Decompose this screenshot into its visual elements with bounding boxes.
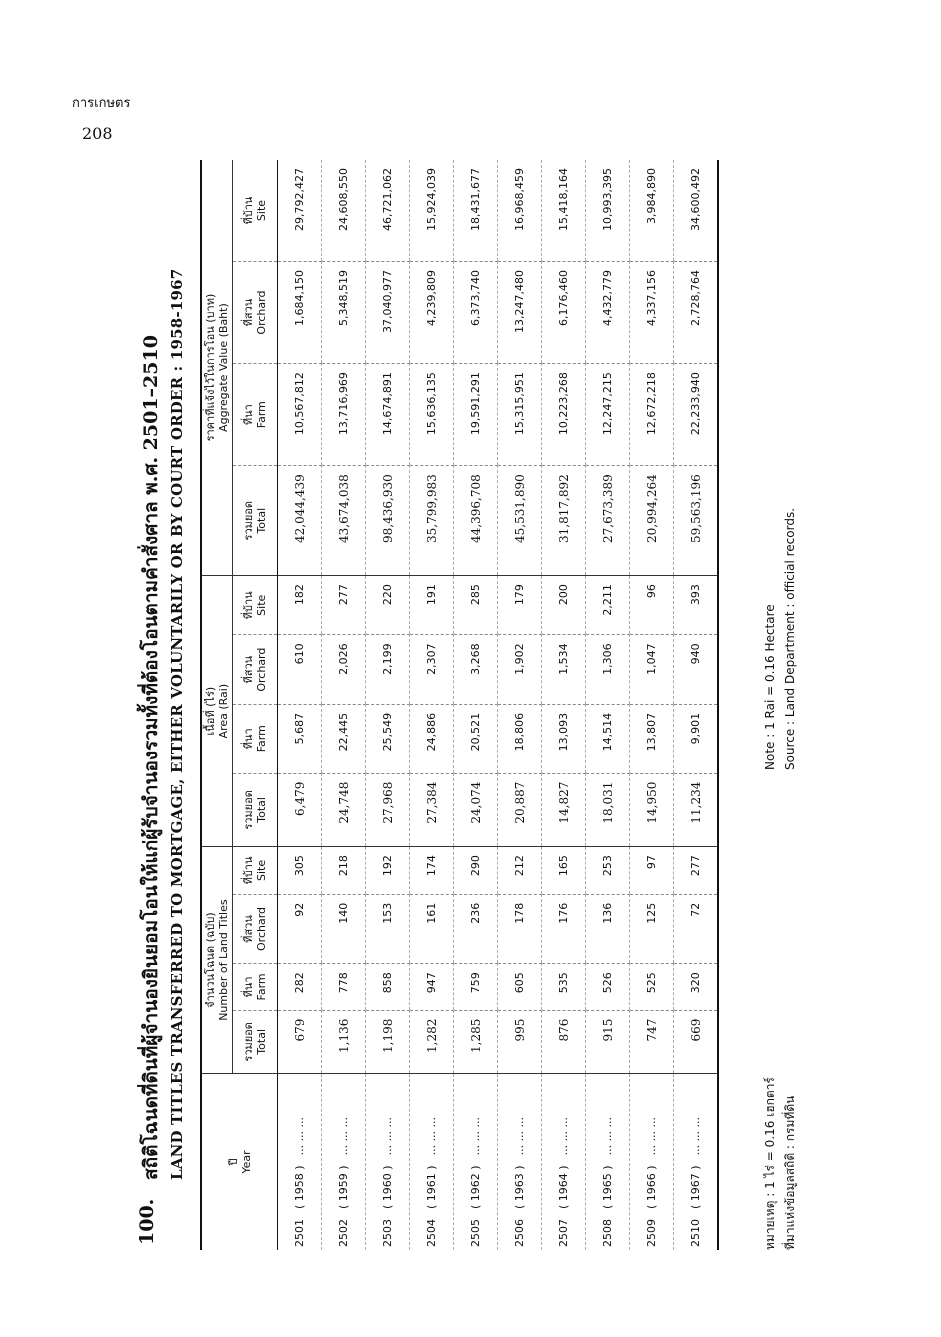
titles-total-cell: 747 — [630, 1010, 674, 1073]
leader-dots: ... ... ... — [513, 1116, 526, 1156]
value-total-cell: 31,817,892 — [542, 466, 586, 576]
col-header-farm — [233, 964, 278, 1010]
year-be: 2504 — [425, 1219, 438, 1247]
value-farm-cell: 10,567,812 — [278, 364, 322, 466]
value-site-cell: 29,792,427 — [278, 160, 322, 262]
titles-orchard-cell: 92 — [278, 894, 322, 963]
value-site-cell: 46,721,062 — [366, 160, 410, 262]
col-en: Site — [255, 859, 268, 882]
leader-dots: ... ... ... — [469, 1116, 482, 1156]
value-farm-cell: 12,247,215 — [586, 364, 630, 466]
titles-total-cell: 995 — [498, 1010, 542, 1073]
col-header-orchard — [233, 894, 278, 963]
group-header-th: เนื้อที่ (ไร่) — [204, 686, 217, 736]
leader-dots: ... ... ... — [381, 1116, 394, 1156]
col-th: ที่นา — [242, 976, 255, 998]
area-site-cell: 220 — [366, 576, 410, 635]
value-total-cell: 35,799,983 — [410, 466, 454, 576]
col-en: Site — [255, 594, 268, 616]
area-farm-cell: 25,549 — [366, 704, 410, 773]
titles-site-cell: 305 — [278, 847, 322, 895]
table-row — [410, 160, 454, 1250]
col-header-total — [233, 1010, 278, 1073]
titles-site-cell: 192 — [366, 847, 410, 895]
table-row — [542, 160, 586, 1250]
titles-site-cell: 218 — [322, 847, 366, 895]
titles-site-cell: 253 — [586, 847, 630, 895]
year-header-th: ปี — [226, 1158, 240, 1166]
col-header-total — [233, 773, 278, 847]
col-en: Orchard — [255, 290, 268, 335]
year-cell — [498, 1074, 542, 1251]
col-th: ที่สวน — [242, 915, 255, 943]
value-orchard-cell: 13,247,480 — [498, 262, 542, 364]
titles-orchard-cell: 178 — [498, 894, 542, 963]
leader-dots: ... ... ... — [293, 1116, 306, 1156]
value-total-cell: 20,994,264 — [630, 466, 674, 576]
value-orchard-cell: 6,176,460 — [542, 262, 586, 364]
col-en: Orchard — [255, 906, 268, 951]
col-en: Site — [255, 199, 268, 222]
year-be: 2501 — [293, 1219, 306, 1247]
area-orchard-cell: 1,534 — [542, 635, 586, 704]
area-total-cell: 14,827 — [542, 773, 586, 847]
titles-farm-cell: 947 — [410, 964, 454, 1010]
year-ad: ( 1959 ) — [337, 1165, 350, 1209]
table-row — [278, 160, 322, 1250]
area-total-cell: 24,748 — [322, 773, 366, 847]
value-farm-cell: 19,591,291 — [454, 364, 498, 466]
area-farm-cell: 9,901 — [674, 704, 719, 773]
titles-orchard-cell: 140 — [322, 894, 366, 963]
col-en: Farm — [255, 973, 268, 1001]
area-orchard-cell: 610 — [278, 635, 322, 704]
value-farm-cell: 15,636,135 — [410, 364, 454, 466]
titles-orchard-cell: 236 — [454, 894, 498, 963]
value-total-cell: 27,673,389 — [586, 466, 630, 576]
table-row — [674, 160, 719, 1250]
value-site-cell: 15,924,039 — [410, 160, 454, 262]
value-orchard-cell: 37,040,977 — [366, 262, 410, 364]
titles-total-cell: 669 — [674, 1010, 719, 1073]
col-header-site — [233, 576, 278, 635]
area-total-cell: 20,887 — [498, 773, 542, 847]
titles-site-cell: 165 — [542, 847, 586, 895]
value-site-cell: 16,968,459 — [498, 160, 542, 262]
year-ad: ( 1967 ) — [689, 1165, 702, 1209]
titles-total-cell: 1,282 — [410, 1010, 454, 1073]
area-total-cell: 18,031 — [586, 773, 630, 847]
year-ad: ( 1965 ) — [601, 1165, 614, 1209]
title-english: LAND TITLES TRANSFERRED TO MORTGAGE, EITHER VOLUNTARILY OR BY COURT ORDER : 1958-1967 — [168, 268, 186, 1180]
titles-total-cell: 1,136 — [322, 1010, 366, 1073]
col-th: รวมยอด — [242, 790, 255, 830]
leader-dots: ... ... ... — [689, 1116, 702, 1156]
titles-farm-cell: 858 — [366, 964, 410, 1010]
value-site-cell: 3,984,890 — [630, 160, 674, 262]
titles-site-cell: 174 — [410, 847, 454, 895]
titles-farm-cell: 778 — [322, 964, 366, 1010]
col-header-site — [233, 847, 278, 895]
area-total-cell: 11,234 — [674, 773, 719, 847]
value-orchard-cell: 4,337,156 — [630, 262, 674, 364]
year-cell — [322, 1074, 366, 1251]
titles-orchard-cell: 136 — [586, 894, 630, 963]
year-ad: ( 1960 ) — [381, 1165, 394, 1209]
year-be: 2509 — [645, 1219, 658, 1247]
page-number: 208 — [82, 124, 113, 143]
area-orchard-cell: 2,199 — [366, 635, 410, 704]
year-ad: ( 1962 ) — [469, 1165, 482, 1209]
year-ad: ( 1964 ) — [557, 1165, 570, 1209]
year-ad: ( 1958 ) — [293, 1165, 306, 1209]
titles-orchard-cell: 125 — [630, 894, 674, 963]
titles-farm-cell: 759 — [454, 964, 498, 1010]
titles-total-cell: 1,198 — [366, 1010, 410, 1073]
area-total-cell: 27,968 — [366, 773, 410, 847]
col-en: Orchard — [255, 647, 268, 692]
group-header-en: Number of Land Titles — [217, 899, 230, 1021]
titles-farm-cell: 320 — [674, 964, 719, 1010]
year-cell — [674, 1074, 719, 1251]
value-site-cell: 34,600,492 — [674, 160, 719, 262]
value-orchard-cell: 6,373,740 — [454, 262, 498, 364]
titles-orchard-cell: 153 — [366, 894, 410, 963]
year-cell — [366, 1074, 410, 1251]
year-cell — [278, 1074, 322, 1251]
value-total-cell: 45,531,890 — [498, 466, 542, 576]
area-orchard-cell: 2,026 — [322, 635, 366, 704]
value-orchard-cell: 1,684,150 — [278, 262, 322, 364]
titles-total-cell: 679 — [278, 1010, 322, 1073]
titles-orchard-cell: 161 — [410, 894, 454, 963]
titles-site-cell: 97 — [630, 847, 674, 895]
area-farm-cell: 5,687 — [278, 704, 322, 773]
leader-dots: ... ... ... — [557, 1116, 570, 1156]
titles-site-cell: 212 — [498, 847, 542, 895]
value-farm-cell: 15,315,951 — [498, 364, 542, 466]
value-total-cell: 98,436,930 — [366, 466, 410, 576]
year-be: 2507 — [557, 1219, 570, 1247]
col-en: Farm — [255, 725, 268, 753]
table-row — [366, 160, 410, 1250]
value-total-cell: 59,563,196 — [674, 466, 719, 576]
year-cell — [630, 1074, 674, 1251]
value-site-cell: 15,418,164 — [542, 160, 586, 262]
table-row — [498, 160, 542, 1250]
titles-farm-cell: 535 — [542, 964, 586, 1010]
source-thai: ที่มาแห่งข้อมูลสถิติ : กรมที่ดิน — [783, 1095, 797, 1250]
col-th: ที่บ้าน — [242, 196, 255, 225]
area-site-cell: 393 — [674, 576, 719, 635]
table-row — [630, 160, 674, 1250]
title-thai: สถิติโฉนดที่ดินที่ผู้จำนองยินยอมโอนให้แก่ผู้รับจำนองรวมทั้งที่ต้องโอนตามคำสั่งศาล พ.ศ. 2501–2510 — [140, 335, 162, 1180]
year-ad: ( 1961 ) — [425, 1165, 438, 1209]
value-farm-cell: 10,223,268 — [542, 364, 586, 466]
value-total-cell: 43,674,038 — [322, 466, 366, 576]
area-total-cell: 14,950 — [630, 773, 674, 847]
area-total-cell: 6,479 — [278, 773, 322, 847]
table-row — [454, 160, 498, 1250]
area-total-cell: 24,074 — [454, 773, 498, 847]
col-th: ที่นา — [242, 728, 255, 750]
area-farm-cell: 20,521 — [454, 704, 498, 773]
value-farm-cell: 14,674,891 — [366, 364, 410, 466]
value-total-cell: 42,044,439 — [278, 466, 322, 576]
group-header-en: Area (Rai) — [217, 683, 230, 739]
year-cell — [454, 1074, 498, 1251]
leader-dots: ... ... ... — [601, 1116, 614, 1156]
value-orchard-cell: 4,239,809 — [410, 262, 454, 364]
area-orchard-cell: 3,268 — [454, 635, 498, 704]
table-row — [586, 160, 630, 1250]
group-header-th: ราคาที่แจ้งไว้ในการโอน (บาท) — [204, 293, 217, 442]
section-header: การเกษตร — [72, 96, 131, 111]
col-en: Total — [255, 1028, 268, 1055]
area-orchard-cell: 1,047 — [630, 635, 674, 704]
value-site-cell: 24,608,550 — [322, 160, 366, 262]
titles-site-cell: 277 — [674, 847, 719, 895]
leader-dots: ... ... ... — [337, 1116, 350, 1156]
titles-farm-cell: 526 — [586, 964, 630, 1010]
group-header-area — [201, 576, 233, 847]
area-site-cell: 277 — [322, 576, 366, 635]
year-cell — [586, 1074, 630, 1251]
leader-dots: ... ... ... — [425, 1116, 438, 1156]
area-farm-cell: 18,806 — [498, 704, 542, 773]
year-be: 2508 — [601, 1219, 614, 1247]
group-header-en: Aggregate Value (Baht) — [217, 303, 230, 432]
titles-site-cell: 290 — [454, 847, 498, 895]
col-th: ที่บ้าน — [242, 856, 255, 885]
area-site-cell: 200 — [542, 576, 586, 635]
year-ad: ( 1963 ) — [513, 1165, 526, 1209]
titles-farm-cell: 525 — [630, 964, 674, 1010]
col-en: Total — [255, 797, 268, 823]
titles-orchard-cell: 72 — [674, 894, 719, 963]
col-th: รวมยอด — [242, 500, 255, 541]
titles-total-cell: 876 — [542, 1010, 586, 1073]
area-site-cell: 191 — [410, 576, 454, 635]
col-header-total — [233, 466, 278, 576]
col-en: Farm — [255, 401, 268, 429]
titles-farm-cell: 605 — [498, 964, 542, 1010]
area-orchard-cell: 2,307 — [410, 635, 454, 704]
col-header-site — [233, 160, 278, 262]
col-th: ที่นา — [242, 404, 255, 426]
value-orchard-cell: 2,728,764 — [674, 262, 719, 364]
col-header-orchard — [233, 635, 278, 704]
col-th: ที่สวน — [242, 298, 255, 327]
area-site-cell: 96 — [630, 576, 674, 635]
leader-dots: ... ... ... — [645, 1116, 658, 1156]
value-farm-cell: 13,716,969 — [322, 364, 366, 466]
notes-english — [760, 508, 800, 770]
area-orchard-cell: 1,902 — [498, 635, 542, 704]
titles-total-cell: 915 — [586, 1010, 630, 1073]
note-thai: หมายเหตุ : 1 ไร่ = 0.16 เฮกตาร์ — [763, 1077, 777, 1250]
year-be: 2510 — [689, 1219, 702, 1247]
col-th: รวมยอด — [242, 1022, 255, 1062]
value-site-cell: 18,431,677 — [454, 160, 498, 262]
area-site-cell: 179 — [498, 576, 542, 635]
year-ad: ( 1966 ) — [645, 1165, 658, 1209]
col-header-orchard — [233, 262, 278, 364]
value-orchard-cell: 4,432,779 — [586, 262, 630, 364]
year-be: 2505 — [469, 1219, 482, 1247]
area-orchard-cell: 940 — [674, 635, 719, 704]
value-total-cell: 44,396,708 — [454, 466, 498, 576]
area-site-cell: 2,211 — [586, 576, 630, 635]
year-cell — [542, 1074, 586, 1251]
value-farm-cell: 12,672,218 — [630, 364, 674, 466]
col-th: ที่สวน — [242, 655, 255, 684]
source-english: Source : Land Department : official records. — [783, 507, 797, 770]
value-farm-cell: 22,233,940 — [674, 364, 719, 466]
titles-orchard-cell: 176 — [542, 894, 586, 963]
table-row — [322, 160, 366, 1250]
area-site-cell: 182 — [278, 576, 322, 635]
area-farm-cell: 24,886 — [410, 704, 454, 773]
table-number: 100. — [136, 1198, 158, 1245]
group-header-value — [201, 160, 233, 576]
rotated-table-page — [130, 150, 810, 1250]
area-orchard-cell: 1,306 — [586, 635, 630, 704]
value-site-cell: 10,993,395 — [586, 160, 630, 262]
land-titles-table — [200, 160, 719, 1250]
group-header-th: จำนวนโฉนด (ฉบับ) — [204, 912, 217, 1008]
area-farm-cell: 14,514 — [586, 704, 630, 773]
area-total-cell: 27,384 — [410, 773, 454, 847]
area-farm-cell: 13,807 — [630, 704, 674, 773]
year-be: 2502 — [337, 1219, 350, 1247]
area-farm-cell: 22,445 — [322, 704, 366, 773]
col-th: ที่บ้าน — [242, 591, 255, 620]
col-header-farm — [233, 704, 278, 773]
area-site-cell: 285 — [454, 576, 498, 635]
year-header — [201, 1074, 278, 1251]
notes-thai — [760, 1077, 800, 1250]
note-english: Note : 1 Rai = 0.16 Hectare — [763, 604, 777, 770]
col-header-farm — [233, 364, 278, 466]
year-header-en: Year — [239, 1150, 253, 1174]
titles-farm-cell: 282 — [278, 964, 322, 1010]
year-be: 2503 — [381, 1219, 394, 1247]
titles-total-cell: 1,285 — [454, 1010, 498, 1073]
year-be: 2506 — [513, 1219, 526, 1247]
col-en: Total — [255, 507, 268, 534]
group-header-titles — [201, 847, 233, 1074]
area-farm-cell: 13,093 — [542, 704, 586, 773]
year-cell — [410, 1074, 454, 1251]
value-orchard-cell: 5,348,519 — [322, 262, 366, 364]
